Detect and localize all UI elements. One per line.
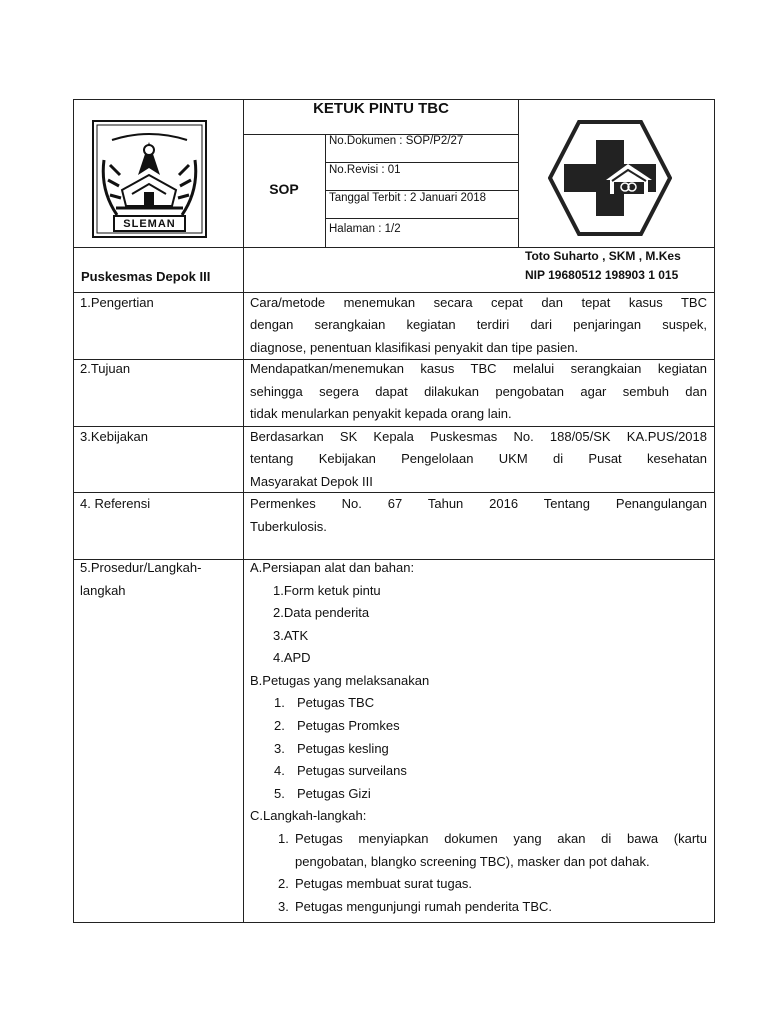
section-label-referensi: 4. Referensi bbox=[80, 496, 151, 511]
table-border bbox=[73, 922, 715, 923]
signatory-name: Toto Suharto , SKM , M.Kes bbox=[525, 249, 681, 263]
tujuan-line: Mendapatkan/menemukan kasus TBC melalui serangkaian kegiatan bbox=[250, 361, 707, 376]
section-label-prosedur: langkah bbox=[80, 583, 126, 598]
list-item: Petugas surveilans bbox=[297, 763, 407, 778]
pengertian-line: dengan serangkaian kegiatan terdiri dari penjaringan suspek, bbox=[250, 317, 707, 332]
list-item: Petugas TBC bbox=[297, 695, 375, 710]
issue-date: Tanggal Terbit : 2 Januari 2018 bbox=[329, 192, 487, 204]
prosedur-subheading-b: B.Petugas yang melaksanakan bbox=[250, 673, 430, 688]
list-item: 1.Form ketuk pintu bbox=[273, 583, 381, 598]
section-label-prosedur: 5.Prosedur/Langkah- bbox=[80, 560, 202, 575]
kebijakan-line: tentang Kebijakan Pengelolaan UKM di Pusat kesehatan bbox=[250, 451, 707, 466]
revision-number: No.Revisi : 01 bbox=[329, 164, 401, 176]
kebijakan-line: Berdasarkan SK Kepala Puskesmas No. 188/05/SK KA.PUS/2018 bbox=[250, 429, 707, 444]
list-item: Petugas kesling bbox=[297, 741, 389, 756]
pengertian-line: Cara/metode menemukan secara cepat dan tepat kasus TBC bbox=[250, 295, 707, 310]
prosedur-subheading-a: A.Persiapan alat dan bahan: bbox=[250, 560, 415, 575]
list-item: Petugas Gizi bbox=[297, 786, 371, 801]
sop-label: SOP bbox=[269, 181, 299, 197]
list-number: 5. bbox=[274, 786, 285, 801]
section-label-pengertian: 1.Pengertian bbox=[80, 295, 154, 310]
logo-text: SLEMAN bbox=[123, 218, 176, 230]
list-number: 3. bbox=[274, 741, 285, 756]
sleman-logo bbox=[92, 120, 207, 238]
table-border bbox=[714, 99, 715, 923]
section-label-kebijakan: 3.Kebijakan bbox=[80, 429, 148, 444]
list-number: 3. bbox=[278, 899, 289, 914]
tujuan-line: sehingga segera dapat dilakukan pengobatan agar sembuh dan bbox=[250, 384, 707, 399]
page-number: Halaman : 1/2 bbox=[329, 223, 401, 235]
list-number: 2. bbox=[278, 876, 289, 891]
table-border bbox=[243, 99, 244, 923]
list-item: Petugas mengunjungi rumah penderita TBC. bbox=[295, 899, 553, 914]
list-number: 4. bbox=[274, 763, 285, 778]
referensi-line: Tuberkulosis. bbox=[250, 519, 327, 534]
section-label-tujuan: 2.Tujuan bbox=[80, 361, 131, 376]
list-item: pengobatan, blangko screening TBC), masker dan pot dahak. bbox=[295, 854, 650, 869]
prosedur-subheading-c: C.Langkah-langkah: bbox=[250, 808, 367, 823]
list-number: 2. bbox=[274, 718, 285, 733]
pengertian-line: diagnose, penentuan klasifikasi penyakit dan tipe pasien. bbox=[250, 340, 579, 355]
list-item: Petugas membuat surat tugas. bbox=[295, 876, 473, 891]
list-number: 1. bbox=[278, 831, 289, 846]
signatory-nip: NIP 19680512 198903 1 015 bbox=[525, 268, 679, 282]
table-border bbox=[518, 99, 519, 247]
list-item: Petugas menyiapkan dokumen yang akan di bawa (kartu bbox=[295, 831, 707, 846]
list-item: Petugas Promkes bbox=[297, 718, 400, 733]
document-title: KETUK PINTU TBC bbox=[313, 100, 449, 117]
list-item: 4.APD bbox=[273, 650, 311, 665]
table-border bbox=[325, 218, 519, 219]
tujuan-line: tidak menularkan penyakit kepada orang lain. bbox=[250, 406, 512, 421]
list-item: 3.ATK bbox=[273, 628, 309, 643]
kebijakan-line: Masyarakat Depok III bbox=[250, 474, 373, 489]
referensi-line: Permenkes No. 67 Tahun 2016 Tentang Penangulangan bbox=[250, 496, 707, 511]
table-border bbox=[73, 99, 74, 923]
list-item: 2.Data penderita bbox=[273, 605, 370, 620]
doc-number: No.Dokumen : SOP/P2/27 bbox=[329, 135, 464, 147]
puskesmas-name: Puskesmas Depok III bbox=[81, 269, 211, 284]
list-number: 1. bbox=[274, 695, 285, 710]
puskesmas-logo bbox=[548, 118, 672, 238]
